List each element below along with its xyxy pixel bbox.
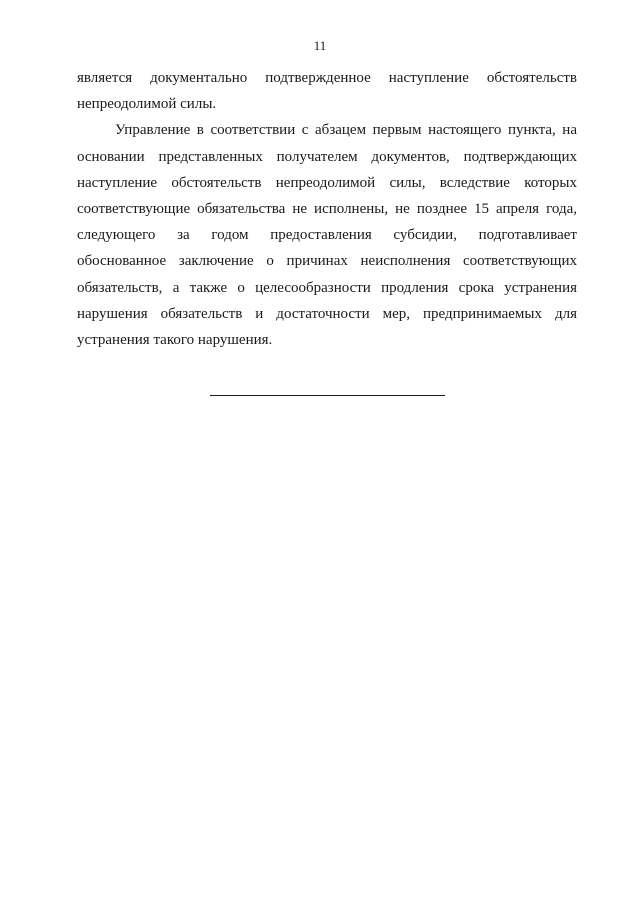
end-separator-line: [210, 395, 445, 396]
text-line: является документально подтвержденное наступление обстоятельств: [77, 70, 577, 86]
paragraph-main: [77, 117, 577, 353]
text-line: Управление в соответствии с абзацем первым настоящего пункта, на: [115, 122, 577, 139]
paragraph-continuation: [77, 65, 577, 117]
text-line: наступление обстоятельств непреодолимой силы, вследствие которых: [77, 174, 577, 191]
text-line: основании представленных получателем документов, подтверждающих: [77, 148, 577, 165]
text-line: соответствующие обязательства не исполнены, не позднее 15 апреля года,: [77, 201, 577, 218]
text-line: нарушения обязательств и достаточности мер, предпринимаемых для: [77, 305, 577, 322]
text-line: непреодолимой силы.: [77, 96, 217, 113]
text-line: устранения такого нарушения.: [77, 332, 273, 349]
text-line: следующего за годом предоставления субсидии, подготавливает: [77, 227, 577, 244]
text-line: обоснованное заключение о причинах неисполнения соответствующих: [77, 253, 577, 270]
text-line: обязательств, а также о целесообразности продления срока устранения: [77, 279, 577, 296]
page-number: 11: [313, 38, 327, 53]
document-body: [77, 65, 577, 353]
